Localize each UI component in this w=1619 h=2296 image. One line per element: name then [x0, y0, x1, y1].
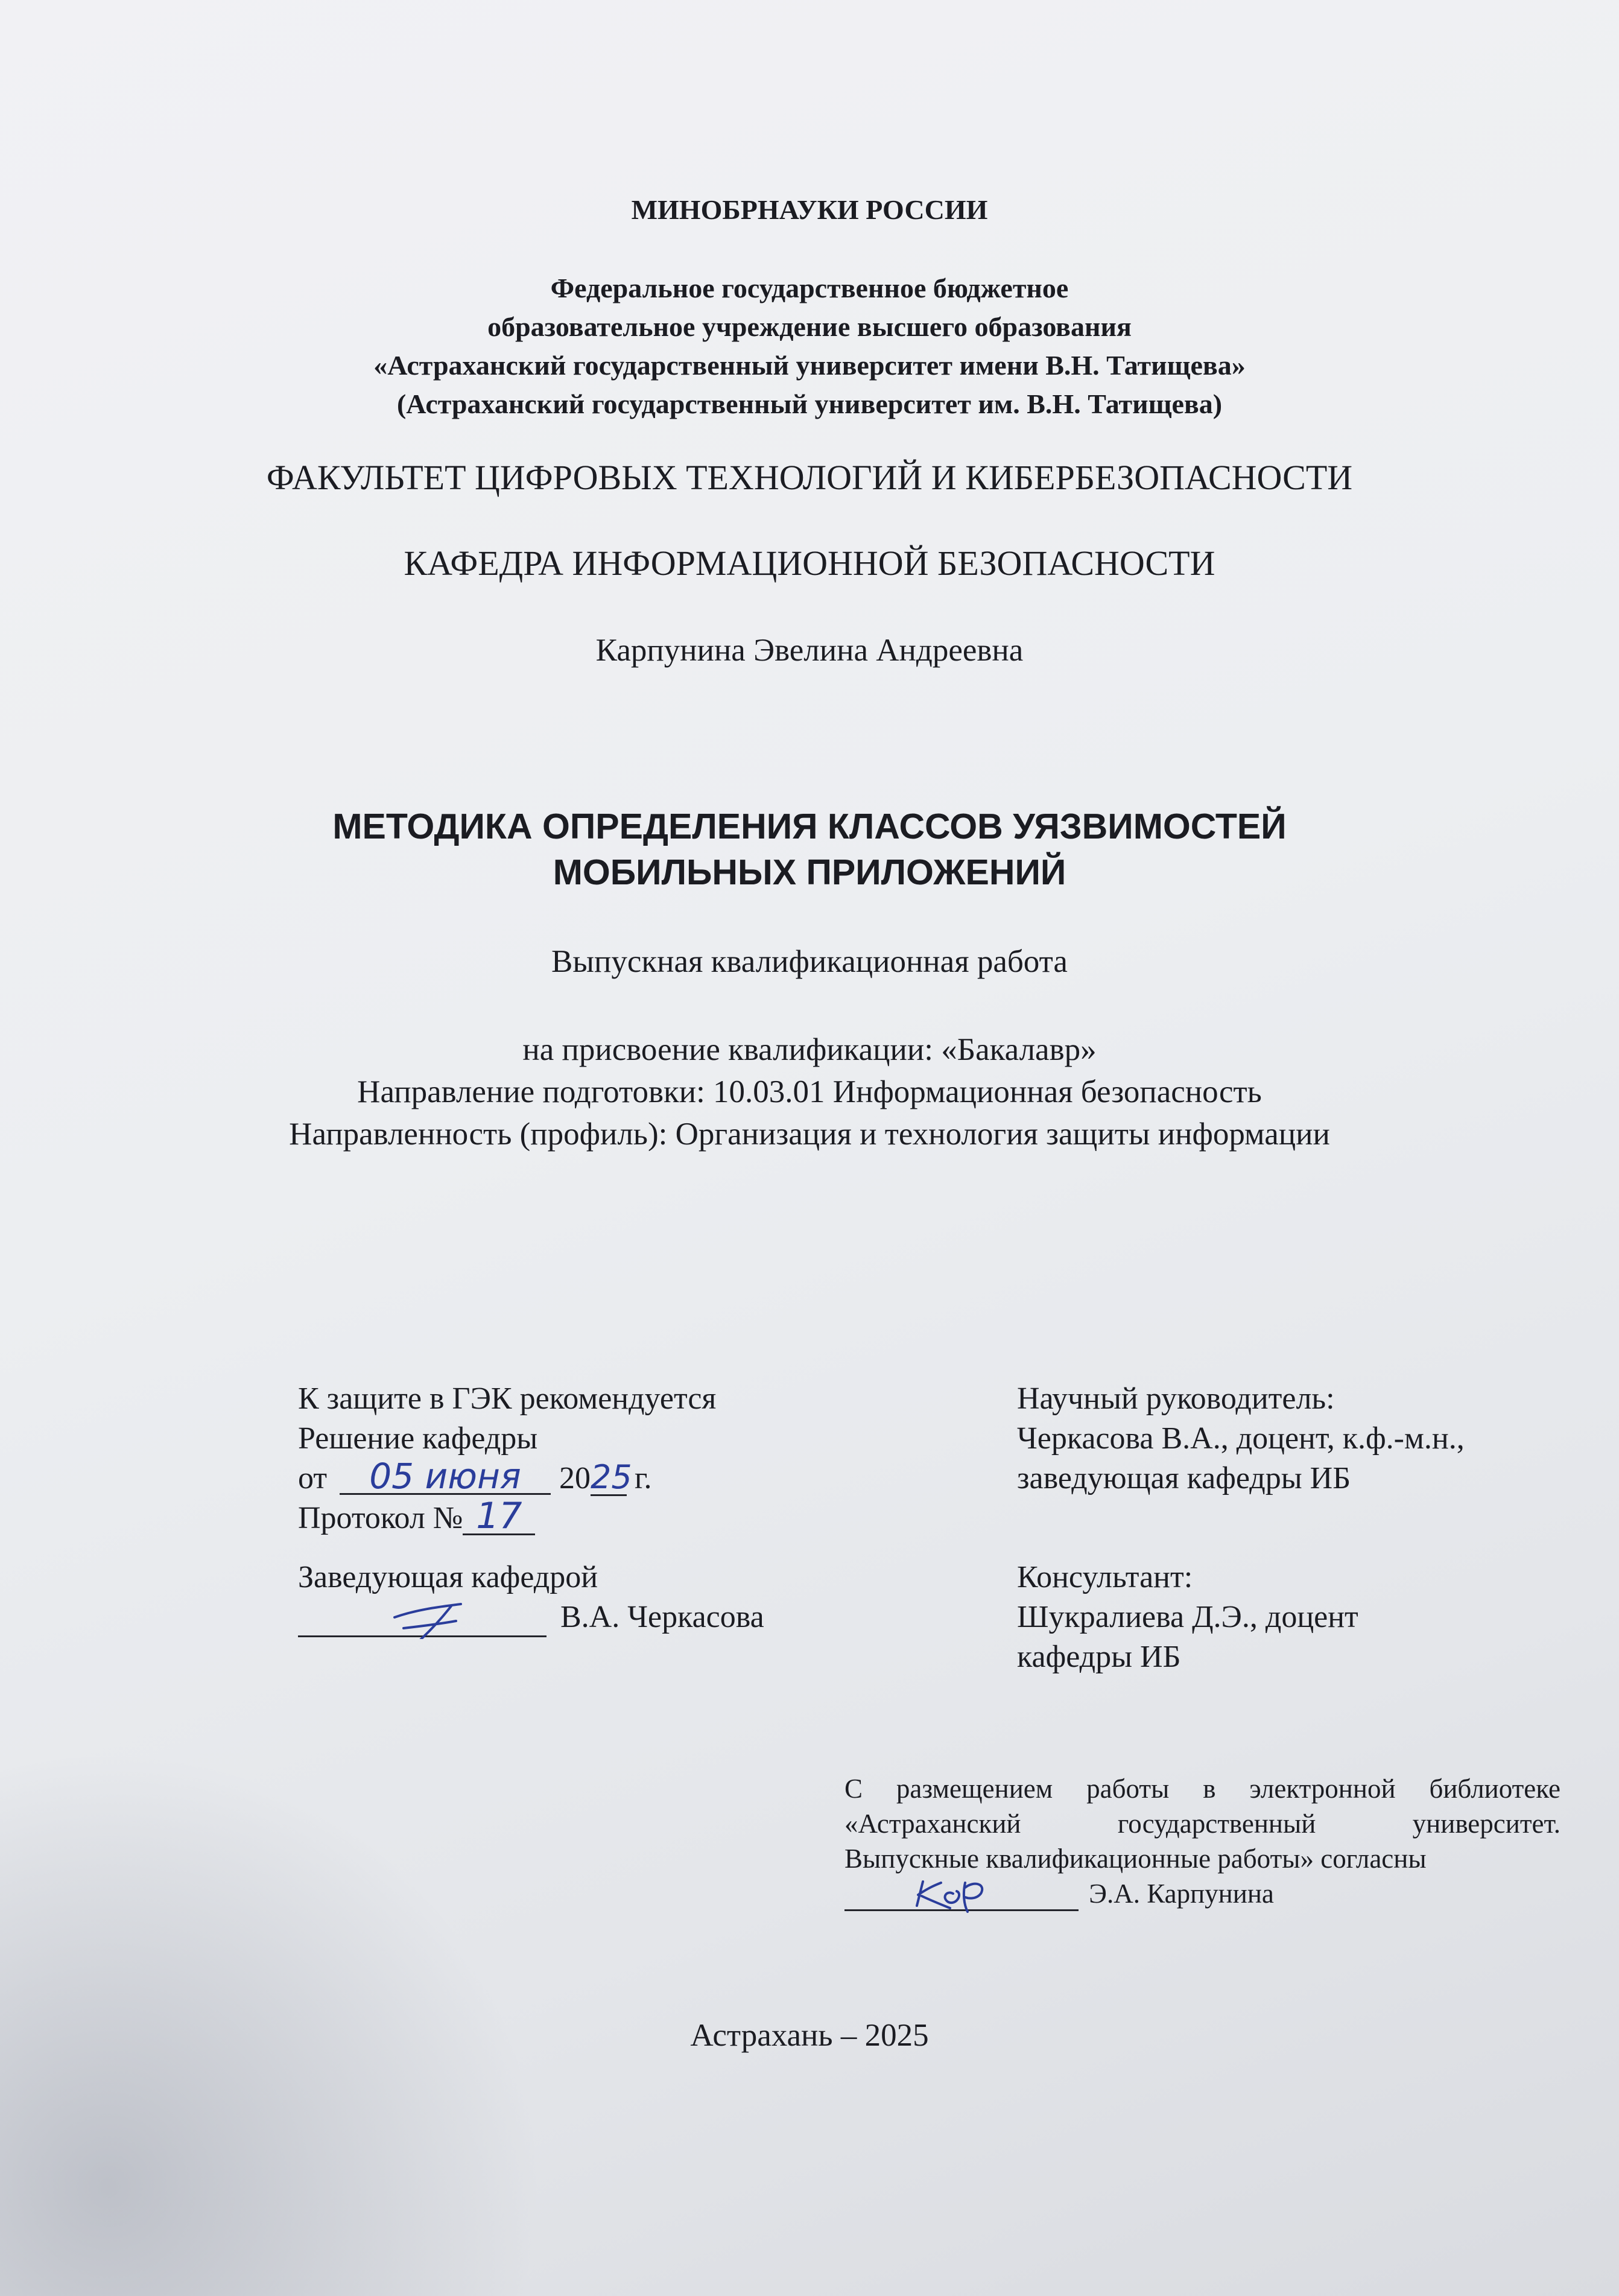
consent-line-3: Выпускные квалификационные работы» согласны: [844, 1844, 1427, 1874]
consultant-line-1: Шукралиева Д.Э., доцент: [1017, 1600, 1358, 1634]
consultant-label: Консультант:: [1017, 1560, 1193, 1594]
study-profile: Направленность (профиль): Организация и технология защиты информации: [289, 1117, 1330, 1152]
consent-signature-line: [844, 1876, 1560, 1911]
protocol-line: [298, 1495, 535, 1538]
protocol-number-handwritten: 17: [463, 1498, 535, 1535]
date-from-label: от: [298, 1461, 328, 1495]
faculty-name: ФАКУЛЬТЕТ ЦИФРОВЫХ ТЕХНОЛОГИЙ И КИБЕРБЕЗОПАСНОСТИ: [266, 458, 1353, 497]
year-suffix: г.: [635, 1461, 652, 1495]
consultant-line-2: кафедры ИБ: [1017, 1640, 1181, 1674]
institution-line-2: образовательное учреждение высшего образования: [487, 311, 1132, 342]
date-line: [298, 1456, 652, 1498]
consent-signer: Э.А. Карпунина: [1089, 1879, 1274, 1909]
ministry-heading: МИНОБРНАУКИ РОССИИ: [631, 194, 988, 225]
signature-mark: [844, 1869, 1079, 1914]
author-name: Карпунина Эвелина Андреевна: [595, 633, 1024, 668]
supervisor-line-1: Черкасова В.А., доцент, к.ф.-м.н.,: [1017, 1421, 1465, 1456]
thesis-title-line-2: МОБИЛЬНЫХ ПРИЛОЖЕНИЙ: [553, 852, 1066, 892]
department-name: КАФЕДРА ИНФОРМАЦИОННОЙ БЕЗОПАСНОСТИ: [404, 544, 1215, 583]
year-prefix: 20: [559, 1461, 591, 1495]
library-consent: [844, 1771, 1560, 1911]
thesis-title-line-1: МЕТОДИКА ОПРЕДЕЛЕНИЯ КЛАССОВ УЯЗВИМОСТЕЙ: [332, 807, 1287, 846]
head-name: В.А. Черкасова: [560, 1600, 764, 1634]
head-label: Заведующая кафедрой: [298, 1560, 598, 1594]
consent-signature: [844, 1879, 1079, 1911]
study-direction: Направление подготовки: 10.03.01 Информационная безопасность: [357, 1074, 1262, 1109]
head-signature: [298, 1603, 547, 1637]
supervisor-line-2: заведующая кафедры ИБ: [1017, 1461, 1351, 1495]
institution-line-1: Федеральное государственное бюджетное: [550, 273, 1069, 303]
work-type: Выпускная квалификационная работа: [551, 944, 1068, 979]
qualification: на присвоение квалификации: «Бакалавр»: [522, 1032, 1097, 1067]
city-year: Астрахань – 2025: [690, 2018, 929, 2053]
consent-line-2: «Астраханский государственный университет.: [844, 1809, 1560, 1839]
consent-line-1: С размещением работы в электронной библиотеке: [844, 1774, 1560, 1804]
institution-line-4: (Астраханский государственный университет им. В.Н. Татищева): [396, 388, 1223, 419]
institution-line-3: «Астраханский государственный университет имени В.Н. Татищева»: [373, 350, 1246, 381]
protocol-label: Протокол №: [298, 1501, 463, 1535]
year-handwritten: 25: [591, 1458, 632, 1496]
signature-mark: [298, 1597, 547, 1639]
date-handwritten: 05 июня: [340, 1459, 551, 1495]
recommend-label: К защите в ГЭК рекомендуется: [298, 1381, 717, 1416]
decision-label: Решение кафедры: [298, 1421, 538, 1456]
supervisor-label: Научный руководитель:: [1017, 1381, 1335, 1416]
head-signature-line: [298, 1597, 764, 1637]
